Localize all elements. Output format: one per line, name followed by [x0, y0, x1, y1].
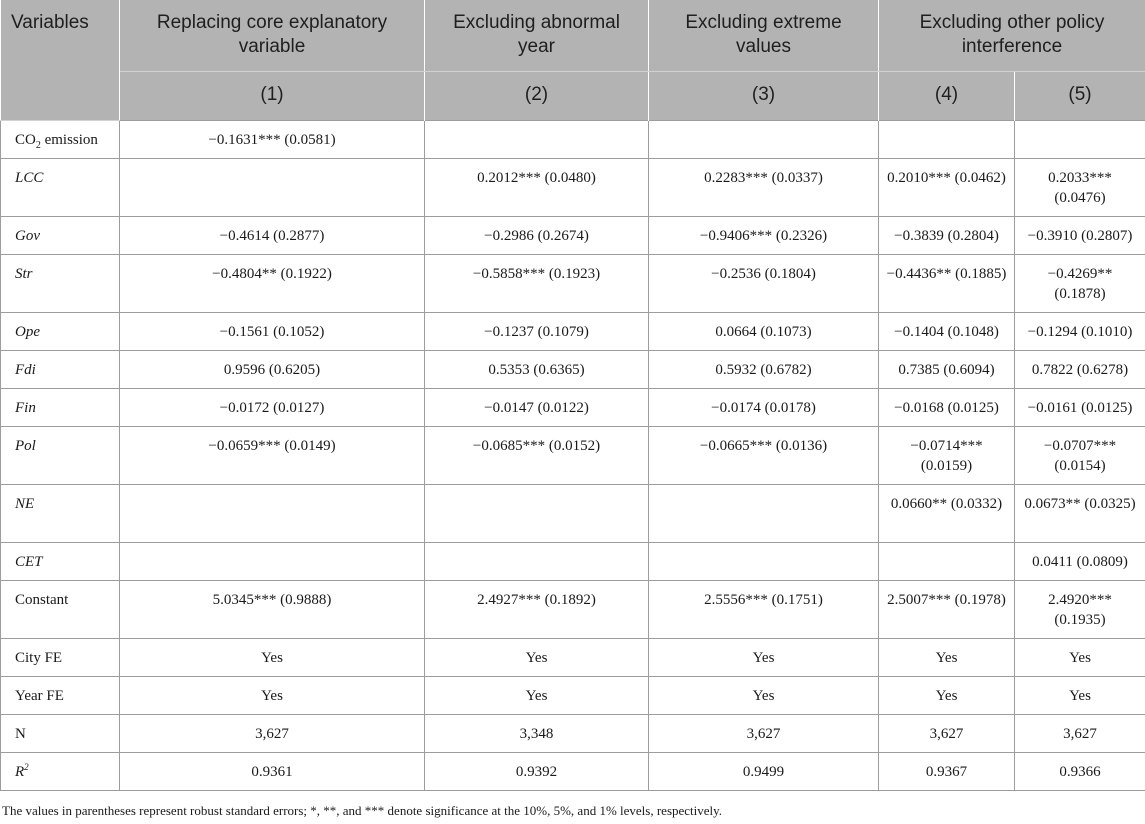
row-label-n: N — [1, 715, 120, 753]
header-row-columns — [1, 72, 1145, 121]
column-header-3: (3) — [649, 72, 879, 121]
table-row-year-fe — [1, 677, 1145, 715]
cell: −0.4269** (0.1878) — [1015, 255, 1145, 313]
cell: 0.2012*** (0.0480) — [425, 159, 649, 217]
row-label-pol: Pol — [1, 427, 120, 485]
row-label-ope: Ope — [1, 313, 120, 351]
column-header-4: (4) — [879, 72, 1015, 121]
cell: −0.1561 (0.1052) — [120, 313, 425, 351]
cell — [649, 485, 879, 543]
cell: Yes — [879, 677, 1015, 715]
row-label-city-fe: City FE — [1, 639, 120, 677]
cell — [649, 121, 879, 159]
group-header-abnormal-year: Excluding abnormal year — [425, 0, 649, 72]
cell — [649, 543, 879, 581]
cell: Yes — [1015, 677, 1145, 715]
header-row-groups — [1, 0, 1145, 72]
cell: Yes — [425, 677, 649, 715]
cell: Yes — [649, 677, 879, 715]
group-header-extreme-values: Excluding extreme values — [649, 0, 879, 72]
row-label-lcc: LCC — [1, 159, 120, 217]
cell: −0.0665*** (0.0136) — [649, 427, 879, 485]
cell: −0.0161 (0.0125) — [1015, 389, 1145, 427]
cell: 2.5007*** (0.1978) — [879, 581, 1015, 639]
cell: −0.4614 (0.2877) — [120, 217, 425, 255]
cell: −0.0685*** (0.0152) — [425, 427, 649, 485]
table-row-gov — [1, 217, 1145, 255]
cell: −0.0659*** (0.0149) — [120, 427, 425, 485]
cell: 0.7822 (0.6278) — [1015, 351, 1145, 389]
cell: −0.5858*** (0.1923) — [425, 255, 649, 313]
table-row-co2 — [1, 121, 1145, 159]
cell: 2.5556*** (0.1751) — [649, 581, 879, 639]
row-label-fin: Fin — [1, 389, 120, 427]
cell — [120, 543, 425, 581]
cell: 3,348 — [425, 715, 649, 753]
cell: −0.3910 (0.2807) — [1015, 217, 1145, 255]
cell: 0.2010*** (0.0462) — [879, 159, 1015, 217]
cell — [425, 485, 649, 543]
cell: 0.9392 — [425, 753, 649, 791]
column-header-5: (5) — [1015, 72, 1145, 121]
table-row-r2 — [1, 753, 1145, 791]
cell: −0.9406*** (0.2326) — [649, 217, 879, 255]
row-label-co2-main: CO — [15, 132, 36, 148]
cell: −0.0147 (0.0122) — [425, 389, 649, 427]
cell: −0.0707*** (0.0154) — [1015, 427, 1145, 485]
cell: −0.1631*** (0.0581) — [120, 121, 425, 159]
cell: −0.2986 (0.2674) — [425, 217, 649, 255]
cell: 0.9499 — [649, 753, 879, 791]
table-row-fin — [1, 389, 1145, 427]
cell: 0.5932 (0.6782) — [649, 351, 879, 389]
cell: 3,627 — [879, 715, 1015, 753]
cell: −0.0174 (0.0178) — [649, 389, 879, 427]
cell: 0.5353 (0.6365) — [425, 351, 649, 389]
row-label-fdi: Fdi — [1, 351, 120, 389]
cell: 0.0664 (0.1073) — [649, 313, 879, 351]
group-header-policy-interference: Excluding other policy interference — [879, 0, 1145, 72]
cell: 0.2033*** (0.0476) — [1015, 159, 1145, 217]
cell: 0.2283*** (0.0337) — [649, 159, 879, 217]
row-label-r2 — [1, 753, 120, 791]
column-header-1: (1) — [120, 72, 425, 121]
row-label-co2 — [1, 121, 120, 159]
row-label-co2-subscript: 2 — [35, 140, 41, 151]
cell: −0.1294 (0.1010) — [1015, 313, 1145, 351]
cell: −0.4436** (0.1885) — [879, 255, 1015, 313]
table-body — [1, 121, 1145, 791]
table-row-pol — [1, 427, 1145, 485]
cell: Yes — [649, 639, 879, 677]
cell — [425, 121, 649, 159]
cell: −0.0168 (0.0125) — [879, 389, 1015, 427]
table-row-n — [1, 715, 1145, 753]
cell: −0.1237 (0.1079) — [425, 313, 649, 351]
table-row-fdi — [1, 351, 1145, 389]
row-label-r2-superscript: 2 — [24, 762, 29, 772]
cell: −0.0714*** (0.0159) — [879, 427, 1015, 485]
cell: 0.9367 — [879, 753, 1015, 791]
cell: Yes — [425, 639, 649, 677]
variables-header: Variables — [1, 0, 120, 121]
cell: 3,627 — [1015, 715, 1145, 753]
row-label-ne: NE — [1, 485, 120, 543]
cell — [879, 121, 1015, 159]
cell: 3,627 — [649, 715, 879, 753]
table-row-str — [1, 255, 1145, 313]
cell — [1015, 121, 1145, 159]
cell — [879, 543, 1015, 581]
table-row-ope — [1, 313, 1145, 351]
cell: −0.2536 (0.1804) — [649, 255, 879, 313]
table-footnote: The values in parentheses represent robust standard errors; *, **, and *** denote significance at the 10%, 5%, and 1% levels, respectively. — [2, 803, 723, 818]
cell: 0.7385 (0.6094) — [879, 351, 1015, 389]
cell: −0.4804** (0.1922) — [120, 255, 425, 313]
row-label-co2-rest: emission — [40, 132, 98, 148]
row-label-constant: Constant — [1, 581, 120, 639]
column-header-2: (2) — [425, 72, 649, 121]
table-row-lcc — [1, 159, 1145, 217]
table-row-cet — [1, 543, 1145, 581]
row-label-year-fe: Year FE — [1, 677, 120, 715]
row-label-str: Str — [1, 255, 120, 313]
cell — [425, 543, 649, 581]
cell: 0.0673** (0.0325) — [1015, 485, 1145, 543]
cell: 3,627 — [120, 715, 425, 753]
row-label-cet: CET — [1, 543, 120, 581]
row-label-r2-main: R — [15, 764, 25, 780]
cell: Yes — [120, 677, 425, 715]
cell: 0.9366 — [1015, 753, 1145, 791]
cell: 0.0660** (0.0332) — [879, 485, 1015, 543]
cell: 0.9596 (0.6205) — [120, 351, 425, 389]
cell: 0.9361 — [120, 753, 425, 791]
table-header — [1, 0, 1145, 121]
table-row-city-fe — [1, 639, 1145, 677]
table-row-ne — [1, 485, 1145, 543]
cell: −0.0172 (0.0127) — [120, 389, 425, 427]
cell: 2.4920*** (0.1935) — [1015, 581, 1145, 639]
cell — [120, 485, 425, 543]
cell — [120, 159, 425, 217]
cell: −0.3839 (0.2804) — [879, 217, 1015, 255]
row-label-gov: Gov — [1, 217, 120, 255]
group-header-core-variable: Replacing core explanatory variable — [120, 0, 425, 72]
cell: Yes — [120, 639, 425, 677]
cell: 2.4927*** (0.1892) — [425, 581, 649, 639]
cell: 0.0411 (0.0809) — [1015, 543, 1145, 581]
cell: Yes — [1015, 639, 1145, 677]
table-row-constant — [1, 581, 1145, 639]
cell: Yes — [879, 639, 1015, 677]
cell: −0.1404 (0.1048) — [879, 313, 1015, 351]
cell: 5.0345*** (0.9888) — [120, 581, 425, 639]
